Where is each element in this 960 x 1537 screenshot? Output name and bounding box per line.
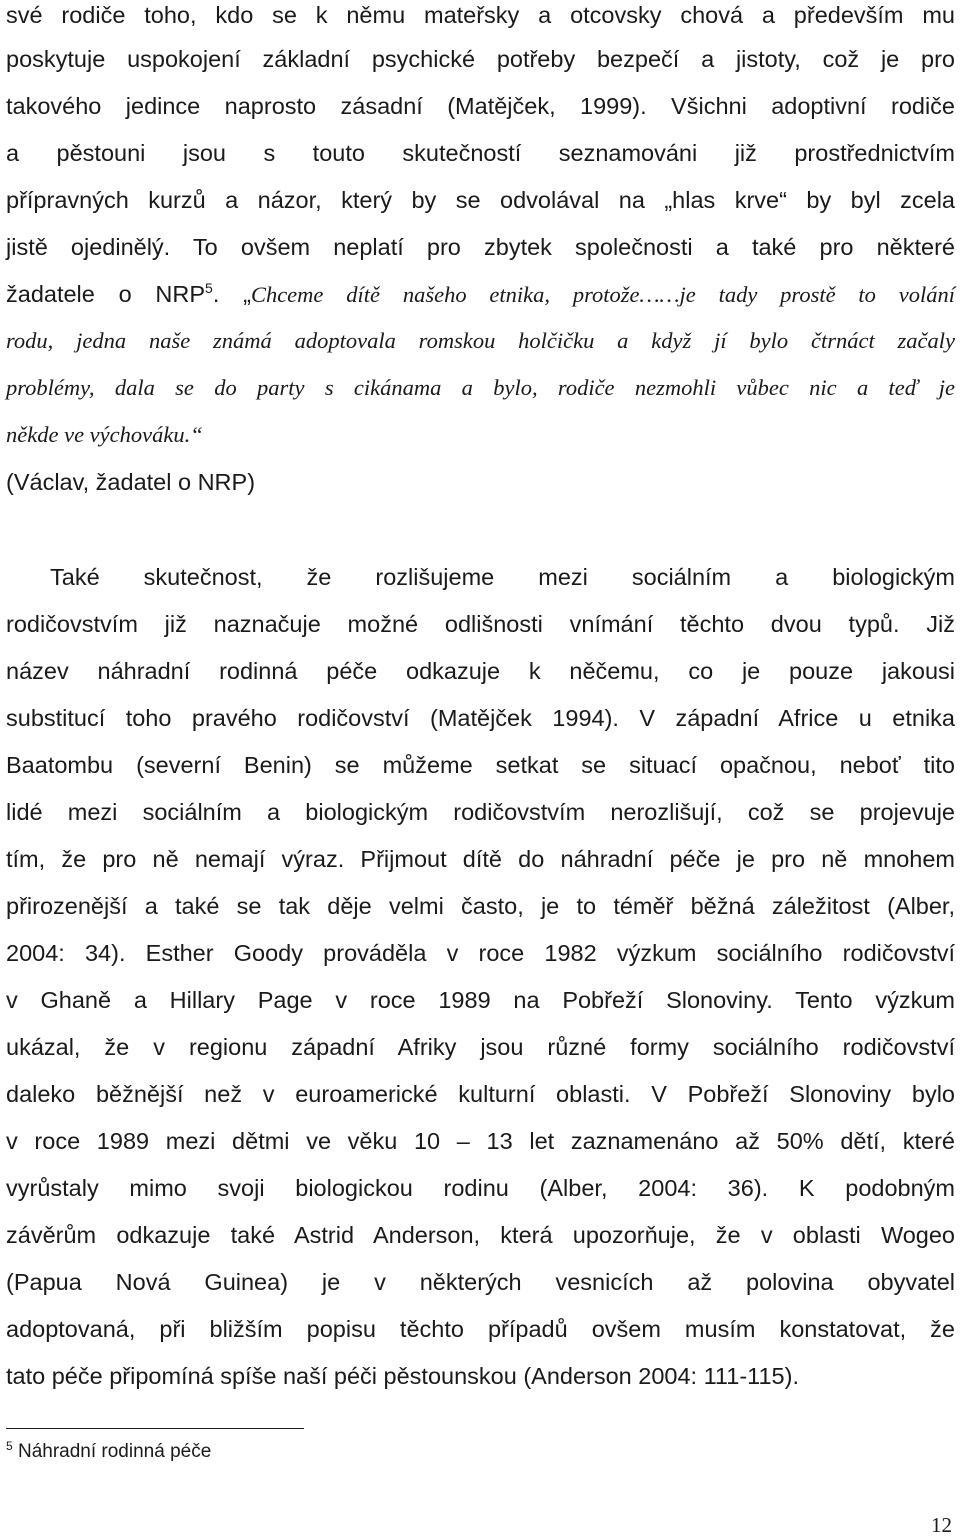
footnote-separator bbox=[6, 1428, 304, 1429]
body-line-5: přípravných kurzů a názor, který by se odvolával na „hlas krve“ by byl zcela bbox=[6, 187, 955, 213]
line7-text: žadatele o NRP bbox=[6, 281, 206, 307]
quote-line-3: někde ve výchováku.“ bbox=[6, 422, 203, 447]
para2-line-13: v roce 1989 mezi dětmi ve věku 10 – 13 let zaznamenáno až 50% dětí, které bbox=[6, 1128, 955, 1154]
quote-line-2: problémy, dala se do party s cikánama a bylo, rodiče nezmohli vůbec nic a teď je bbox=[6, 375, 955, 400]
body-line-3: takového jedince naprosto zásadní (Matějček, 1999). Všichni adoptivní rodiče bbox=[6, 93, 955, 119]
para2-line-11: ukázal, že v regionu západní Afriky jsou různé formy sociálního rodičovství bbox=[6, 1034, 955, 1060]
para2-line-16: (Papua Nová Guinea) je v některých vesnicích až polovina obyvatel bbox=[6, 1269, 955, 1295]
para2-line-6: lidé mezi sociálním a biologickým rodičovstvím nerozlišují, což se projevuje bbox=[6, 799, 955, 825]
body-line-6: jistě ojedinělý. To ovšem neplatí pro zbytek společnosti a také pro některé bbox=[6, 234, 955, 260]
para2-line-1: Také skutečnost, že rozlišujeme mezi sociálním a biologickým bbox=[50, 564, 955, 590]
footnote-ref-5: 5 bbox=[205, 280, 213, 296]
para2-line-14: vyrůstaly mimo svoji biologickou rodinu (Alber, 2004: 36). K podobným bbox=[6, 1175, 955, 1201]
para2-line-8: přirozenější a také se tak děje velmi často, je to téměř běžná záležitost (Alber, bbox=[6, 893, 955, 919]
para2-line-4: substitucí toho pravého rodičovství (Matějček 1994). V západní Africe u etnika bbox=[6, 705, 955, 731]
para2-line-7: tím, že pro ně nemají výraz. Přijmout dítě do náhradní péče je pro ně mnohem bbox=[6, 846, 955, 872]
quote-line-1: rodu, jedna naše známá adoptovala romskou holčičku a když jí bylo čtrnáct začaly bbox=[6, 328, 955, 353]
quote-attribution: (Václav, žadatel o NRP) bbox=[6, 469, 256, 495]
line7-punct: . „ bbox=[212, 281, 251, 307]
body-line-4: a pěstouni jsou s touto skutečností seznamováni již prostřednictvím bbox=[6, 140, 955, 166]
para2-line-5: Baatombu (severní Benin) se můžeme setkat se situací opačnou, neboť tito bbox=[6, 752, 955, 778]
para2-line-12: daleko běžnější než v euroamerické kulturní oblasti. V Pobřeží Slonoviny bylo bbox=[6, 1081, 955, 1107]
para2-line-2: rodičovstvím již naznačuje možné odlišnosti vnímání těchto dvou typů. Již bbox=[6, 611, 955, 637]
para2-line-18: tato péče připomíná spíše naší péči pěstounskou (Anderson 2004: 111-115). bbox=[6, 1363, 799, 1389]
para2-line-3: název náhradní rodinná péče odkazuje k něčemu, co je pouze jakousi bbox=[6, 658, 955, 684]
para2-line-10: v Ghaně a Hillary Page v roce 1989 na Pobřeží Slonoviny. Tento výzkum bbox=[6, 987, 955, 1013]
body-line-2: poskytuje uspokojení základní psychické potřeby bezpečí a jistoty, což je pro bbox=[6, 46, 955, 72]
para2-line-17: adoptovaná, při bližším popisu těchto případů ovšem musím konstatovat, že bbox=[6, 1316, 955, 1342]
body-line-7 bbox=[6, 279, 955, 310]
footnote-number: 5 bbox=[6, 1439, 13, 1453]
para2-line-9: 2004: 34). Esther Goody prováděla v roce 1982 výzkum sociálního rodičovství bbox=[6, 940, 955, 966]
body-line-1: své rodiče toho, kdo se k němu mateřsky a otcovsky chová a především mu bbox=[6, 2, 955, 28]
para2-line-15: závěrům odkazuje také Astrid Anderson, která upozorňuje, že v oblasti Wogeo bbox=[6, 1222, 955, 1248]
footnote-text: Náhradní rodinná péče bbox=[17, 1441, 212, 1462]
page-number: 12 bbox=[931, 1513, 952, 1537]
quote-start: Chceme dítě našeho etnika, protože……je tady prostě to volání bbox=[250, 282, 956, 307]
footnote bbox=[6, 1440, 211, 1464]
